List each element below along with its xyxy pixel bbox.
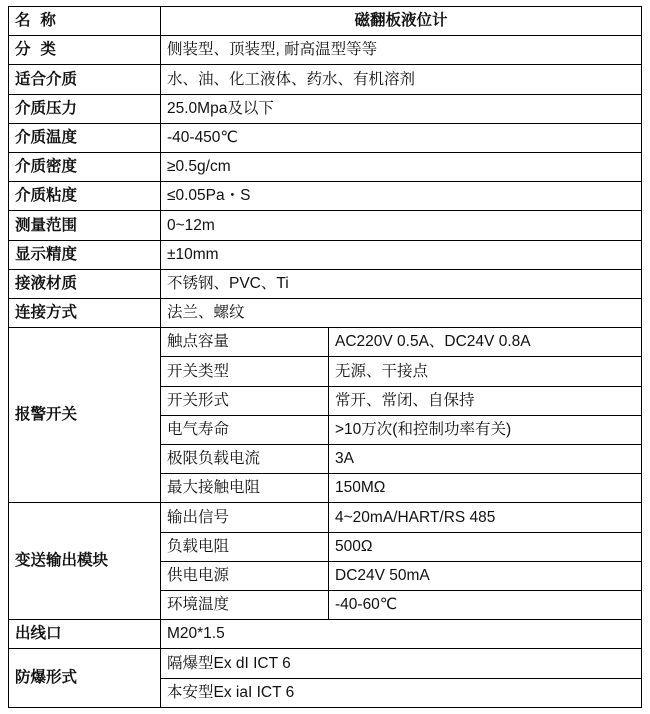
row-value: ≤0.05Pa・S [161,182,642,211]
row-value: >10万次(和控制功率有关) [329,415,642,444]
table-row [9,328,642,357]
sub-label: 输出信号 [161,503,329,532]
row-value: 侧装型、顶装型, 耐高温型等等 [161,36,642,65]
row-label: 介质密度 [9,153,161,182]
row-value: M20*1.5 [161,620,642,649]
row-label: 连接方式 [9,299,161,328]
sub-label: 最大接触电阻 [161,474,329,503]
row-value: ±10mm [161,240,642,269]
row-label: 介质压力 [9,94,161,123]
group-label-transmitter-module: 变送输出模块 [9,503,161,620]
table-row [9,94,642,123]
row-value: -40-60℃ [329,591,642,620]
table-row [9,65,642,94]
table-row [9,123,642,152]
row-label: 介质粘度 [9,182,161,211]
table-row [9,153,642,182]
row-value: 25.0Mpa及以下 [161,94,642,123]
row-label: 测量范围 [9,211,161,240]
table-row [9,503,642,532]
row-value: 4~20mA/HART/RS 485 [329,503,642,532]
row-label: 分 类 [9,36,161,65]
sub-label: 电气寿命 [161,415,329,444]
row-label: 名 称 [9,7,161,36]
row-label: 介质温度 [9,123,161,152]
table-row [9,240,642,269]
group-label-alarm-switch: 报警开关 [9,328,161,503]
sub-label: 开关类型 [161,357,329,386]
row-value: 隔爆型Ex dI ICT 6 [161,649,642,678]
table-row [9,649,642,678]
table-row [9,211,642,240]
sub-label: 触点容量 [161,328,329,357]
row-label: 接液材质 [9,269,161,298]
row-label: 出线口 [9,620,161,649]
sub-label: 负载电阻 [161,532,329,561]
sub-label: 开关形式 [161,386,329,415]
sub-label: 极限负载电流 [161,445,329,474]
row-value: 150MΩ [329,474,642,503]
group-label-explosion-proof: 防爆形式 [9,649,161,708]
sub-label: 供电电源 [161,561,329,590]
row-value: AC220V 0.5A、DC24V 0.8A [329,328,642,357]
row-value: 磁翻板液位计 [161,7,642,36]
table-row [9,269,642,298]
table-row [9,7,642,36]
table-row [9,620,642,649]
table-row [9,299,642,328]
sub-label: 环境温度 [161,591,329,620]
row-value: 常开、常闭、自保持 [329,386,642,415]
row-value: 水、油、化工液体、药水、有机溶剂 [161,65,642,94]
row-value: 3A [329,445,642,474]
table-row [9,36,642,65]
row-value: DC24V 50mA [329,561,642,590]
table-body [9,7,642,708]
specification-table [8,6,642,708]
row-value: 500Ω [329,532,642,561]
row-value: 法兰、螺纹 [161,299,642,328]
row-label: 适合介质 [9,65,161,94]
row-value: 无源、干接点 [329,357,642,386]
row-value: -40-450℃ [161,123,642,152]
row-value: ≥0.5g/cm [161,153,642,182]
row-value: 0~12m [161,211,642,240]
row-value: 不锈钢、PVC、Ti [161,269,642,298]
row-value: 本安型Ex iaI ICT 6 [161,678,642,707]
table-row [9,182,642,211]
row-label: 显示精度 [9,240,161,269]
